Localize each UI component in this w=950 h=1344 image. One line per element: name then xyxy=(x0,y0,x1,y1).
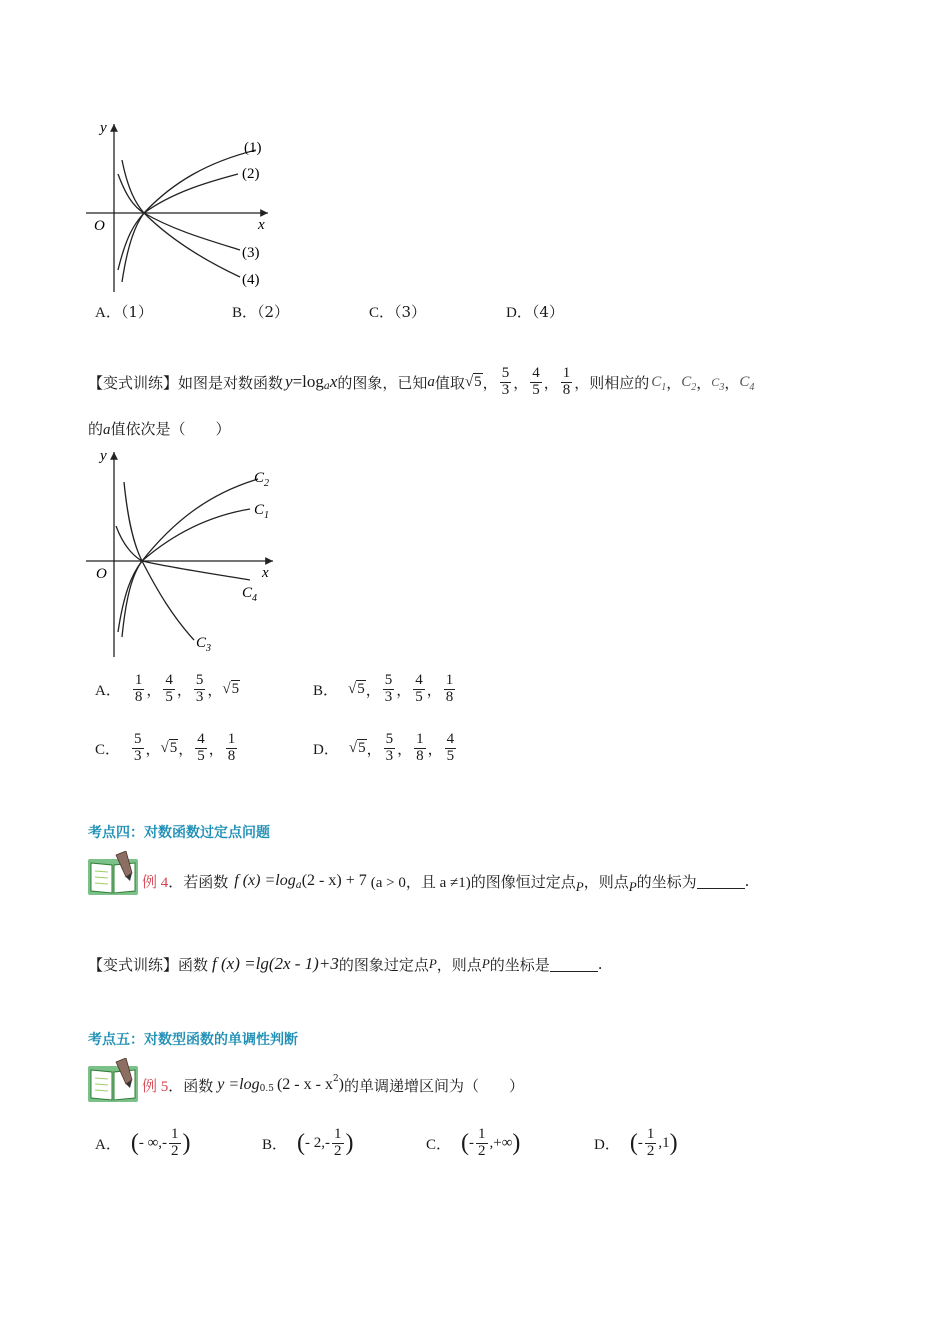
option-letter: D． xyxy=(313,741,339,758)
answer-blank[interactable] xyxy=(697,874,745,889)
fraction: $\frac{5}{3}$ xyxy=(384,671,393,705)
formula-base: a xyxy=(295,879,302,891)
curve-label-2: (2) xyxy=(242,166,260,182)
curve-c1 xyxy=(118,509,250,632)
var-a: a xyxy=(103,422,111,438)
formula-log: =log xyxy=(292,372,324,391)
formula-base: a xyxy=(323,380,330,392)
option-text: （4） xyxy=(531,303,564,321)
q5-option-d[interactable]: D． ( - $\frac{1}{2}$ ,1 ) xyxy=(594,1125,678,1159)
point-p: P xyxy=(481,956,490,971)
exponent: 2 xyxy=(332,1074,339,1084)
formula: (2 - x - x xyxy=(276,1076,333,1093)
comma: ， xyxy=(482,373,498,392)
q2-option-c[interactable]: C． $\frac{5}{3}$ ， √5 ， $\frac{4}{5}$ ， $\frac{1}{8}$ xyxy=(95,730,236,764)
fraction: $\frac{1}{8}$ xyxy=(416,730,424,764)
var-a: a xyxy=(427,373,435,390)
comma: ， xyxy=(543,373,559,392)
option-letter: B． xyxy=(232,305,258,321)
fraction: $\frac{1}{8}$ xyxy=(445,671,454,705)
fraction: $\frac{1}{2}$ xyxy=(478,1125,486,1159)
variant-text: 的图象，已知 xyxy=(337,373,428,392)
origin-label: O xyxy=(94,218,105,234)
variant1-line2: 的a值依次是（ ） xyxy=(88,420,231,438)
fraction: $\frac{5}{3}$ xyxy=(501,364,510,398)
fraction: $\frac{1}{8}$ xyxy=(134,671,143,705)
section-heading-4: 考点四：对数函数过定点问题 xyxy=(88,825,270,841)
example-label: 例 4 xyxy=(142,874,169,891)
variant-tag: 【变式训练】 xyxy=(88,955,179,974)
curve-c2 xyxy=(122,479,258,637)
log-graph-2 xyxy=(78,442,288,660)
axis-x-label: x xyxy=(258,217,265,233)
section-heading-5: 考点五：对数型函数的单调性判断 xyxy=(88,1032,298,1048)
fraction: $\frac{1}{8}$ xyxy=(562,364,571,398)
curve-label-1: (1) xyxy=(244,140,262,156)
formula: f (x) =lg(2x - 1)+3 xyxy=(212,954,339,973)
fraction: $\frac{4}{5}$ xyxy=(446,730,455,764)
option-letter: A． xyxy=(95,1136,121,1153)
option-letter: C． xyxy=(95,741,121,758)
q1-option-d[interactable] xyxy=(506,301,564,322)
comma: ， xyxy=(513,373,529,392)
q1-option-b[interactable] xyxy=(232,301,289,322)
example-label: 例 5 xyxy=(142,1078,169,1095)
variant2-line: 【变式训练】 函数 f (x) =lg(2x - 1)+3 的图象过定点 P ，则点 P 的坐标是 . xyxy=(88,954,603,974)
variant-text: 如图是对数函数 xyxy=(178,373,284,392)
fraction: $\frac{5}{3}$ xyxy=(385,730,394,764)
fraction: $\frac{1}{2}$ xyxy=(171,1125,179,1159)
option-letter: B． xyxy=(313,682,339,699)
q5-option-c[interactable]: C． ( - $\frac{1}{2}$ ,+∞ ) xyxy=(426,1125,521,1159)
c-label: $C_2$ xyxy=(681,373,697,393)
axis-y-label: y xyxy=(100,120,107,136)
answer-blank[interactable] xyxy=(550,957,598,972)
curve-label-3: (3) xyxy=(242,245,260,261)
curve-label-c3: $C_3$ xyxy=(196,635,212,654)
option-letter: A． xyxy=(95,305,121,321)
formula-y: y xyxy=(285,372,293,391)
example-5: 例 5 ．函数 y =log 0.5 (2 - x - x 2 ) 的单调递增区间为（ ） xyxy=(142,1074,525,1095)
fraction: $\frac{4}{5}$ xyxy=(532,364,540,398)
example-4: 例 4 ．若函数 f (x) =log a (2 - x) + 7 (a > 0，且 a ≠1) 的图像恒过定点 P ，则点 P 的坐标为 . xyxy=(142,872,750,894)
formula-x: x xyxy=(329,372,338,391)
sqrt-5: √5 xyxy=(348,680,365,697)
option-letter: B． xyxy=(262,1136,288,1153)
fraction: $\frac{5}{3}$ xyxy=(134,730,142,764)
curve-label-c4: $C_4$ xyxy=(242,585,258,604)
c-label: $C_4$ xyxy=(739,373,755,393)
q1-option-a[interactable] xyxy=(95,301,153,322)
variant-text: ，则相应的 xyxy=(574,373,650,392)
option-text: （1） xyxy=(120,303,153,321)
fraction: $\frac{1}{2}$ xyxy=(334,1125,342,1159)
option-text: （2） xyxy=(257,303,290,321)
formula: f (x) =log xyxy=(234,872,296,889)
curve-2 xyxy=(118,174,238,270)
book-pencil-icon xyxy=(86,1058,140,1104)
fraction: $\frac{5}{3}$ xyxy=(195,671,204,705)
variant1-line1: 【变式训练】 如图是对数函数 y =log a x 的图象，已知 a 值取 √5 ， $\frac{5}{3}$ ， $\frac{4}{5}$ ， $\frac{1}{8}$ ，则相应的 $C_1$ ， $C_2$ ， $C_3$ ， $C_4$ xyxy=(88,364,755,398)
curve-label-c2: $C_2$ xyxy=(254,470,270,489)
option-letter: C． xyxy=(426,1136,452,1153)
q5-option-b[interactable]: B． ( - 2,- $\frac{1}{2}$ ) xyxy=(262,1125,354,1159)
formula: y =log xyxy=(217,1076,260,1093)
sqrt-5: √5 xyxy=(348,739,366,756)
book-pencil-icon xyxy=(86,851,140,897)
curve-3 xyxy=(122,160,240,250)
sqrt-5: √5 xyxy=(222,680,240,697)
axis-x-label: x xyxy=(262,565,269,581)
fraction: $\frac{1}{8}$ xyxy=(227,730,236,764)
sqrt-5: √5 xyxy=(160,739,178,756)
q5-option-a[interactable]: A． ( - ∞,- $\frac{1}{2}$ ) xyxy=(95,1125,191,1159)
point-p: P xyxy=(628,879,637,894)
c-label: $C_1$ xyxy=(651,373,667,393)
q1-option-c[interactable] xyxy=(369,301,426,322)
q2-option-b[interactable]: B． √5 ， $\frac{5}{3}$ ， $\frac{4}{5}$ ， $\frac{1}{8}$ xyxy=(313,671,454,705)
curve-label-c1: $C_1$ xyxy=(254,502,270,521)
option-letter: C． xyxy=(369,305,395,321)
option-letter: D． xyxy=(594,1136,620,1153)
sqrt-5: √5 xyxy=(464,373,482,390)
variant-tag: 【变式训练】 xyxy=(88,373,179,392)
axis-y-label: y xyxy=(100,448,107,464)
option-letter: A． xyxy=(95,682,121,699)
formula-base: 0.5 xyxy=(259,1084,274,1094)
point-p: P xyxy=(428,956,437,971)
fraction: $\frac{4}{5}$ xyxy=(197,730,205,764)
log-graph-1 xyxy=(78,112,278,297)
q2-option-d[interactable]: D． √5 ， $\frac{5}{3}$ ， $\frac{1}{8}$ ， $\frac{4}{5}$ xyxy=(313,730,455,764)
variant-text: 值取 xyxy=(434,373,465,392)
c-label: $C_3$ xyxy=(711,374,725,393)
point-p: P xyxy=(575,879,584,894)
curve-label-4: (4) xyxy=(242,272,260,288)
formula: (2 - x) + 7 xyxy=(301,872,367,889)
origin-label: O xyxy=(96,566,107,582)
option-text: （3） xyxy=(394,303,427,321)
option-letter: D． xyxy=(506,305,532,321)
fraction: $\frac{4}{5}$ xyxy=(415,671,423,705)
condition: (a > 0，且 a ≠1) xyxy=(370,874,471,891)
fraction: $\frac{4}{5}$ xyxy=(165,671,173,705)
q2-option-a[interactable]: A． $\frac{1}{8}$ ， $\frac{4}{5}$ ， $\frac{5}{3}$ ， √5 xyxy=(95,671,240,705)
fraction: $\frac{1}{2}$ xyxy=(646,1125,655,1159)
